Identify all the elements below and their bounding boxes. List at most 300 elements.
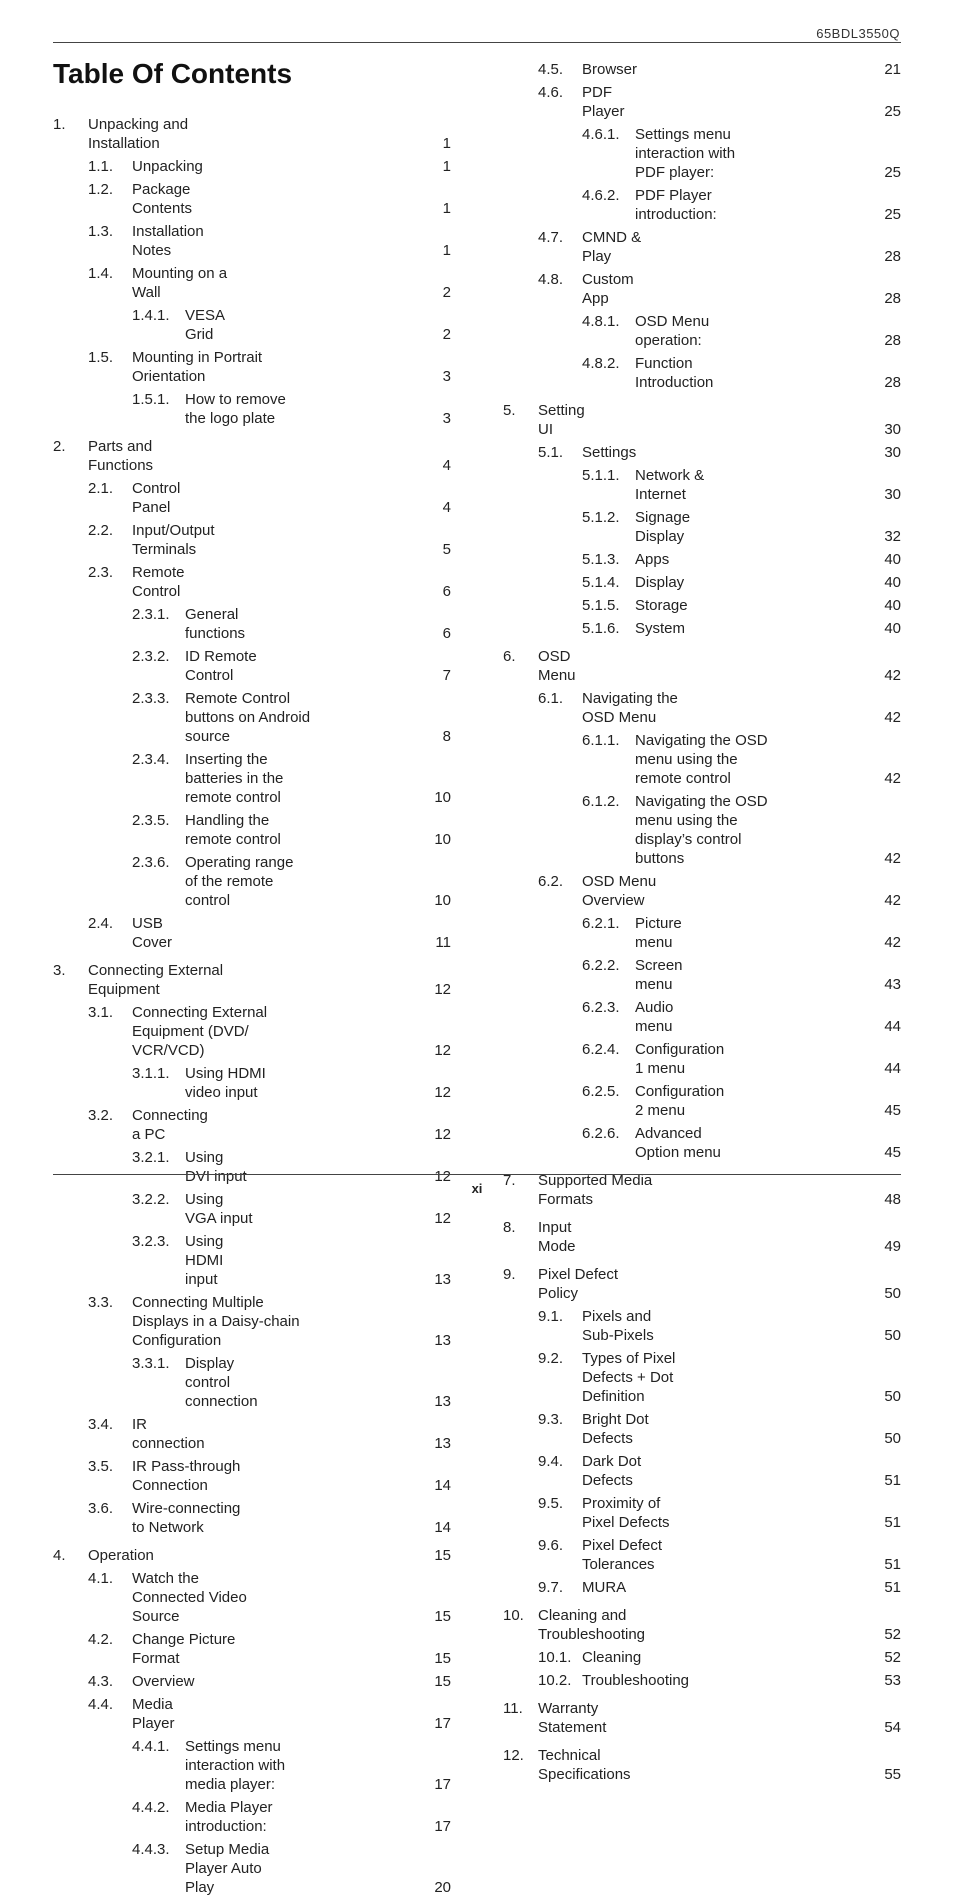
toc-entry-title: Installation Notes (132, 223, 204, 259)
toc-entry-number: 6.2. (538, 873, 564, 890)
toc-entry-page: 15 (434, 1650, 451, 1667)
toc-entry-page: 28 (884, 374, 901, 391)
toc-entry-title: Control Panel (132, 480, 181, 516)
toc-entry-number: 3.3. (88, 1294, 114, 1311)
toc-entry[interactable] (53, 1457, 451, 1495)
toc-entry[interactable] (53, 1354, 451, 1411)
dot-leader (643, 1652, 883, 1663)
toc-entry[interactable] (53, 1798, 451, 1836)
toc-entry[interactable] (503, 1648, 901, 1667)
toc-entry[interactable] (503, 731, 901, 788)
dot-leader (254, 1480, 433, 1491)
toc-entry-title: Setting UI (538, 402, 585, 438)
toc-entry-page: 10 (434, 831, 451, 848)
toc-entry[interactable] (503, 872, 901, 910)
toc-entry-title: Parts and Functions (88, 438, 154, 474)
dot-leader (727, 209, 883, 220)
toc-entry[interactable] (53, 1695, 451, 1733)
dot-leader (285, 834, 434, 845)
toc-entry-number: 4.6.1. (582, 126, 620, 143)
toc-entry-page: 42 (884, 709, 901, 726)
toc-entry-page: 42 (884, 934, 901, 951)
toc-entry-page: 2 (442, 284, 451, 301)
toc-entry[interactable] (53, 689, 451, 746)
toc-entry-title: Settings menu interaction with media player: (185, 1738, 286, 1793)
toc-entry-number: 1.5.1. (132, 391, 170, 408)
toc-entry-title: Connecting Multiple Displays in a Daisy-chain Configuration (132, 1294, 300, 1349)
toc-entry-title: Wire-connecting to Network (132, 1500, 241, 1536)
toc-entry-page: 12 (434, 1084, 451, 1101)
toc-entry-title: Setup Media Player Auto Play (185, 1841, 270, 1896)
toc-entry-page: 40 (884, 574, 901, 591)
page-title: Table Of Contents (53, 58, 293, 89)
toc-entry[interactable] (53, 1106, 451, 1144)
dot-leader (652, 293, 884, 304)
toc-entry[interactable] (503, 466, 901, 504)
toc-entry-title: Using DVI input (185, 1149, 247, 1185)
dot-leader (242, 544, 442, 555)
dot-leader (628, 1582, 883, 1593)
toc-entry-number: 2.3.2. (132, 648, 170, 665)
dot-leader (645, 1288, 883, 1299)
page-number: xi (471, 1181, 483, 1196)
toc-entry[interactable] (53, 479, 451, 517)
toc-entry-page: 30 (884, 444, 901, 461)
toc-entry-number: 2. (53, 438, 66, 455)
toc-entry-page: 45 (884, 1102, 901, 1119)
toc-entry-title: Configuration 2 menu (635, 1083, 725, 1119)
toc-entry-page: 3 (442, 368, 451, 385)
toc-entry[interactable] (53, 1293, 451, 1350)
toc-entry-number: 4.6. (538, 84, 564, 101)
toc-entry-number: 10.1. (538, 1649, 572, 1666)
dot-leader (289, 1882, 433, 1893)
toc-entry[interactable] (503, 792, 901, 868)
dot-leader (262, 628, 441, 639)
toc-entry-page: 42 (884, 770, 901, 787)
toc-entry-page: 10 (434, 789, 451, 806)
toc-entry-page: 45 (884, 1144, 901, 1161)
toc-entry[interactable] (53, 157, 451, 176)
dot-leader (296, 1045, 433, 1056)
toc-entry-number: 9.7. (538, 1579, 564, 1596)
toc-entry[interactable] (53, 306, 451, 344)
toc-entry-number: 9.5. (538, 1495, 564, 1512)
toc-entry-number: 9.1. (538, 1308, 564, 1325)
toc-entry-page: 53 (884, 1672, 901, 1689)
dot-leader (613, 1241, 884, 1252)
toc-entry[interactable] (53, 264, 451, 302)
toc-entry[interactable] (503, 1578, 901, 1597)
toc-entry-page: 44 (884, 1018, 901, 1035)
toc-entry[interactable] (503, 312, 901, 350)
toc-entry[interactable] (503, 1082, 901, 1120)
toc-entry-page: 13 (434, 1332, 451, 1349)
toc-entry-number: 4.3. (88, 1673, 114, 1690)
toc-entry[interactable] (503, 354, 901, 392)
toc-entry-title: Browser (582, 61, 638, 78)
toc-entry[interactable] (503, 1410, 901, 1448)
toc-entry[interactable] (53, 1737, 451, 1794)
dot-leader (713, 489, 884, 500)
toc-entry-title: Signage Display (635, 509, 691, 545)
toc-entry[interactable] (503, 573, 901, 592)
toc-entry-page: 13 (434, 1393, 451, 1410)
dot-leader (658, 251, 883, 262)
dot-leader (226, 138, 442, 149)
toc-entry-number: 12. (503, 1747, 524, 1764)
dot-leader (230, 287, 441, 298)
dot-leader (220, 1129, 433, 1140)
dot-leader (697, 1517, 883, 1528)
toc-entry-number: 6.1.1. (582, 732, 620, 749)
toc-entry-page: 1 (442, 158, 451, 175)
toc-entry-number: 4.5. (538, 61, 564, 78)
toc-entry-title: Media Player introduction: (185, 1799, 273, 1835)
toc-entry-number: 5.1. (538, 444, 564, 461)
toc-entry-page: 50 (884, 1388, 901, 1405)
toc-entry-number: 4.1. (88, 1570, 114, 1587)
dot-leader (265, 670, 441, 681)
toc-entry-number: 4.8.2. (582, 355, 620, 372)
toc-entry-title: Operating range of the remote control (185, 854, 294, 909)
toc-entry-title: Navigating the OSD Menu (582, 690, 678, 726)
toc-entry-number: 5.1.5. (582, 597, 620, 614)
dot-leader (675, 1433, 884, 1444)
dot-leader (726, 1063, 883, 1074)
toc-entry-number: 1.5. (88, 349, 114, 366)
dot-leader (282, 1396, 434, 1407)
toc-entry[interactable] (503, 401, 901, 439)
toc-entry-page: 4 (442, 499, 451, 516)
toc-entry[interactable] (503, 550, 901, 569)
toc-entry-page: 52 (884, 1649, 901, 1666)
toc-entry[interactable] (503, 1536, 901, 1574)
toc-entry-number: 1.3. (88, 223, 114, 240)
toc-entry[interactable] (53, 750, 451, 807)
toc-entry[interactable] (503, 228, 901, 266)
toc-entry[interactable] (53, 521, 451, 559)
toc-entry-number: 1.4.1. (132, 307, 170, 324)
toc-entry[interactable] (53, 115, 451, 153)
toc-entry-number: 2.3.6. (132, 854, 170, 871)
toc-entry[interactable] (503, 1494, 901, 1532)
toc-entry[interactable] (53, 853, 451, 910)
dot-leader (260, 1274, 434, 1285)
toc-entry[interactable] (503, 619, 901, 638)
dot-leader (699, 712, 884, 723)
dot-leader (782, 853, 883, 864)
toc-entry[interactable] (53, 1630, 451, 1668)
toc-entry[interactable] (53, 1546, 451, 1565)
toc-entry-title: IR connection (132, 1416, 205, 1452)
toc-entry-title: Input/Output Terminals (132, 522, 215, 558)
toc-entry-page: 1 (442, 200, 451, 217)
toc-entry[interactable] (53, 390, 451, 428)
toc-entry[interactable] (503, 1349, 901, 1406)
toc-entry[interactable] (503, 689, 901, 727)
toc-entry[interactable] (503, 1452, 901, 1490)
dot-leader (697, 979, 884, 990)
toc-entry-number: 6.2.3. (582, 999, 620, 1016)
toc-entry-title: System (635, 620, 686, 637)
dot-leader (638, 447, 883, 458)
toc-entry-page: 42 (884, 850, 901, 867)
toc-entry-number: 3.6. (88, 1500, 114, 1517)
toc-entry-number: 10.2. (538, 1672, 572, 1689)
toc-entry[interactable] (503, 998, 901, 1036)
toc-entry-page: 30 (884, 486, 901, 503)
toc-entry[interactable] (53, 222, 451, 260)
toc-entry-number: 2.3.5. (132, 812, 170, 829)
toc-entry-page: 51 (884, 1472, 901, 1489)
toc-entry-number: 1.1. (88, 158, 114, 175)
toc-entry-page: 28 (884, 248, 901, 265)
toc-entry-title: Cleaning (582, 1649, 642, 1666)
dot-leader (208, 1438, 433, 1449)
toc-entry-page: 40 (884, 597, 901, 614)
toc-entry-page: 14 (434, 1477, 451, 1494)
toc-entry-number: 4.4. (88, 1696, 114, 1713)
toc-entry[interactable] (503, 1746, 901, 1784)
toc-entry-page: 17 (434, 1818, 451, 1835)
toc-entry-page: 51 (884, 1579, 901, 1596)
toc-entry-page: 1 (442, 242, 451, 259)
toc-entry-number: 6.2.2. (582, 957, 620, 974)
toc-entry-title: Navigating the OSD menu using the remote control (635, 732, 768, 787)
toc-entry[interactable] (503, 914, 901, 952)
toc-entry-number: 3.2.3. (132, 1233, 170, 1250)
dot-leader (727, 1391, 884, 1402)
toc-entry-page: 21 (884, 61, 901, 78)
dot-leader (315, 731, 442, 742)
dot-leader (218, 586, 442, 597)
toc-entry-number: 4.6.2. (582, 187, 620, 204)
dot-leader (684, 895, 883, 906)
toc-entry-number: 4.7. (538, 229, 564, 246)
dot-leader (612, 670, 883, 681)
toc-entry-page: 49 (884, 1238, 901, 1255)
toc-entry-number: 5.1.3. (582, 551, 620, 568)
dot-leader (205, 1718, 433, 1729)
toc-entry-page: 48 (884, 1191, 901, 1208)
toc-entry-number: 4.4.2. (132, 1799, 170, 1816)
toc-entry-page: 20 (434, 1879, 451, 1896)
toc-entry-title: Troubleshooting (582, 1672, 690, 1689)
toc-entry-number: 2.3. (88, 564, 114, 581)
toc-entry-title: Using VGA input (185, 1191, 253, 1227)
toc-entry-page: 17 (434, 1715, 451, 1732)
dot-leader (197, 1676, 434, 1687)
model-number: 65BDL3550Q (816, 26, 900, 41)
toc-entry-page: 7 (442, 667, 451, 684)
toc-entry-number: 1. (53, 116, 66, 133)
toc-entry[interactable] (503, 1699, 901, 1737)
toc-entry-number: 3. (53, 962, 66, 979)
toc-entry-title: Function Introduction (635, 355, 714, 391)
dot-leader (692, 1021, 884, 1032)
toc-entry-title: Package Contents (132, 181, 193, 217)
toc-entry-title: Screen menu (635, 957, 683, 993)
toc-entry-number: 2.3.3. (132, 690, 170, 707)
toc-entry-number: 7. (503, 1172, 516, 1189)
toc-entry[interactable] (53, 1003, 451, 1060)
toc-entry-title: VESA Grid (185, 307, 225, 343)
toc-entry-number: 2.4. (88, 915, 114, 932)
toc-entry[interactable] (53, 437, 451, 475)
toc-entry-number: 8. (503, 1219, 516, 1236)
toc-entry-page: 13 (434, 1435, 451, 1452)
toc-entry-page: 13 (434, 1271, 451, 1288)
toc-entry-page: 12 (434, 981, 451, 998)
toc-entry[interactable] (53, 647, 451, 685)
toc-entry-title: Custom App (582, 271, 634, 307)
toc-entry-number: 9.2. (538, 1350, 564, 1367)
dot-leader (639, 64, 883, 75)
toc-entry-number: 3.3.1. (132, 1355, 170, 1372)
toc-entry-title: Cleaning and Troubleshooting (538, 1607, 646, 1643)
dot-leader (209, 502, 441, 513)
toc-entry-title: PDF Player introduction: (635, 187, 717, 223)
toc-entry[interactable] (53, 180, 451, 218)
toc-entry-page: 15 (434, 1673, 451, 1690)
toc-entry[interactable] (503, 508, 901, 546)
toc-entry[interactable] (53, 1415, 451, 1453)
toc-entry-number: 9.6. (538, 1537, 564, 1554)
dot-leader (303, 895, 433, 906)
dot-leader (237, 984, 433, 995)
dot-leader (725, 1147, 883, 1158)
toc-entry-title: Warranty Statement (538, 1700, 607, 1736)
dot-leader (241, 1653, 434, 1664)
toc-entry[interactable] (503, 1040, 901, 1078)
dot-leader (671, 554, 883, 565)
dot-leader (228, 203, 442, 214)
toc-entry-title: Proximity of Pixel Defects (582, 1495, 670, 1531)
toc-entry[interactable] (53, 1232, 451, 1289)
toc-entry-title: Pixel Defect Tolerances (582, 1537, 663, 1573)
toc-entry[interactable] (53, 563, 451, 601)
toc-entry[interactable] (503, 647, 901, 685)
toc-entry-page: 10 (434, 892, 451, 909)
dot-leader (706, 531, 884, 542)
toc-entry[interactable] (503, 443, 901, 462)
toc-entry[interactable] (503, 596, 901, 615)
toc-entry[interactable] (503, 1671, 901, 1690)
toc-entry[interactable] (503, 1218, 901, 1256)
toc-entry-number: 3.2. (88, 1107, 114, 1124)
toc-entry[interactable] (503, 1307, 901, 1345)
toc-entry[interactable] (503, 83, 901, 121)
toc-entry-page: 42 (884, 667, 901, 684)
toc-entry[interactable] (53, 914, 451, 952)
toc-entry-title: Settings (582, 444, 637, 461)
toc-entry-title: Dark Dot Defects (582, 1453, 642, 1489)
toc-entry-page: 43 (884, 976, 901, 993)
toc-entry-title: USB Cover (132, 915, 173, 951)
toc-entry-number: 6.1.2. (582, 793, 620, 810)
dot-leader (671, 1475, 884, 1486)
toc-entry-page: 25 (884, 206, 901, 223)
toc-entry-number: 3.5. (88, 1458, 114, 1475)
toc-entry-number: 6.2.6. (582, 1125, 620, 1142)
toc-entry-title: Watch the Connected Video Source (132, 1570, 247, 1625)
toc-entry-title: Audio menu (635, 999, 674, 1035)
toc-entry[interactable] (53, 1672, 451, 1691)
dot-leader (686, 1330, 883, 1341)
toc-entry[interactable] (53, 348, 451, 386)
dot-leader (719, 377, 883, 388)
toc-entry-page: 12 (434, 1168, 451, 1185)
toc-entry-title: Navigating the OSD menu using the display’s control buttons (635, 793, 768, 867)
dot-leader (281, 1821, 433, 1832)
toc-entry[interactable] (53, 1569, 451, 1626)
toc-entry-page: 15 (434, 1608, 451, 1625)
toc-entry-number: 4.8. (538, 271, 564, 288)
toc-entry-title: Connecting External Equipment (88, 962, 224, 998)
toc-entry[interactable] (53, 811, 451, 849)
toc-entry-title: Remote Control buttons on Android source (185, 690, 311, 745)
toc-entry-title: IR Pass-through Connection (132, 1458, 241, 1494)
dot-leader (683, 1629, 884, 1640)
toc-entry-number: 2.1. (88, 480, 114, 497)
toc-entry[interactable] (53, 605, 451, 643)
footer-rule (53, 1174, 901, 1175)
toc-entry-title: Change Picture Format (132, 1631, 236, 1667)
toc-entry[interactable] (53, 1064, 451, 1102)
toc-entry-page: 50 (884, 1430, 901, 1447)
toc-entry[interactable] (503, 270, 901, 308)
header-rule (53, 42, 901, 43)
toc-entry-number: 9.3. (538, 1411, 564, 1428)
dot-leader (197, 937, 434, 948)
toc-entry[interactable] (503, 1124, 901, 1162)
toc-entry-page: 50 (884, 1285, 901, 1302)
toc-entry-title: Apps (635, 551, 670, 568)
toc-entry-page: 30 (884, 421, 901, 438)
toc-entry-title: Using HDMI input (185, 1233, 224, 1288)
toc-entry[interactable] (503, 1265, 901, 1303)
toc-entry-number: 6.2.1. (582, 915, 620, 932)
dot-leader (224, 245, 442, 256)
toc-entry[interactable] (53, 961, 451, 999)
toc-entry[interactable] (503, 186, 901, 224)
dot-leader (650, 1722, 883, 1733)
toc-entry-title: Network & Internet (635, 467, 705, 503)
toc-entry-title: Advanced Option menu (635, 1125, 721, 1161)
toc-entry[interactable] (503, 1606, 901, 1644)
toc-entry-title: Display (635, 574, 685, 591)
toc-entry[interactable] (53, 1499, 451, 1537)
toc-entry-page: 54 (884, 1719, 901, 1736)
toc-entry-page: 12 (434, 1042, 451, 1059)
toc-entry-page: 32 (884, 528, 901, 545)
toc-entry[interactable] (503, 956, 901, 994)
toc-entry-page: 44 (884, 1060, 901, 1077)
toc-entry-number: 4.2. (88, 1631, 114, 1648)
toc-entry-title: Overview (132, 1673, 195, 1690)
toc-entry-title: MURA (582, 1579, 627, 1596)
dot-leader (156, 1550, 433, 1561)
dot-leader (691, 1559, 883, 1570)
dot-leader (686, 577, 883, 588)
toc-entry[interactable] (503, 125, 901, 182)
toc-entry[interactable] (53, 1840, 451, 1897)
toc-entry-title: ID Remote Control (185, 648, 257, 684)
toc-entry-title: Technical Specifications (538, 1747, 631, 1783)
toc-entry-title: Input Mode (538, 1219, 576, 1255)
toc-entry[interactable] (503, 60, 901, 79)
